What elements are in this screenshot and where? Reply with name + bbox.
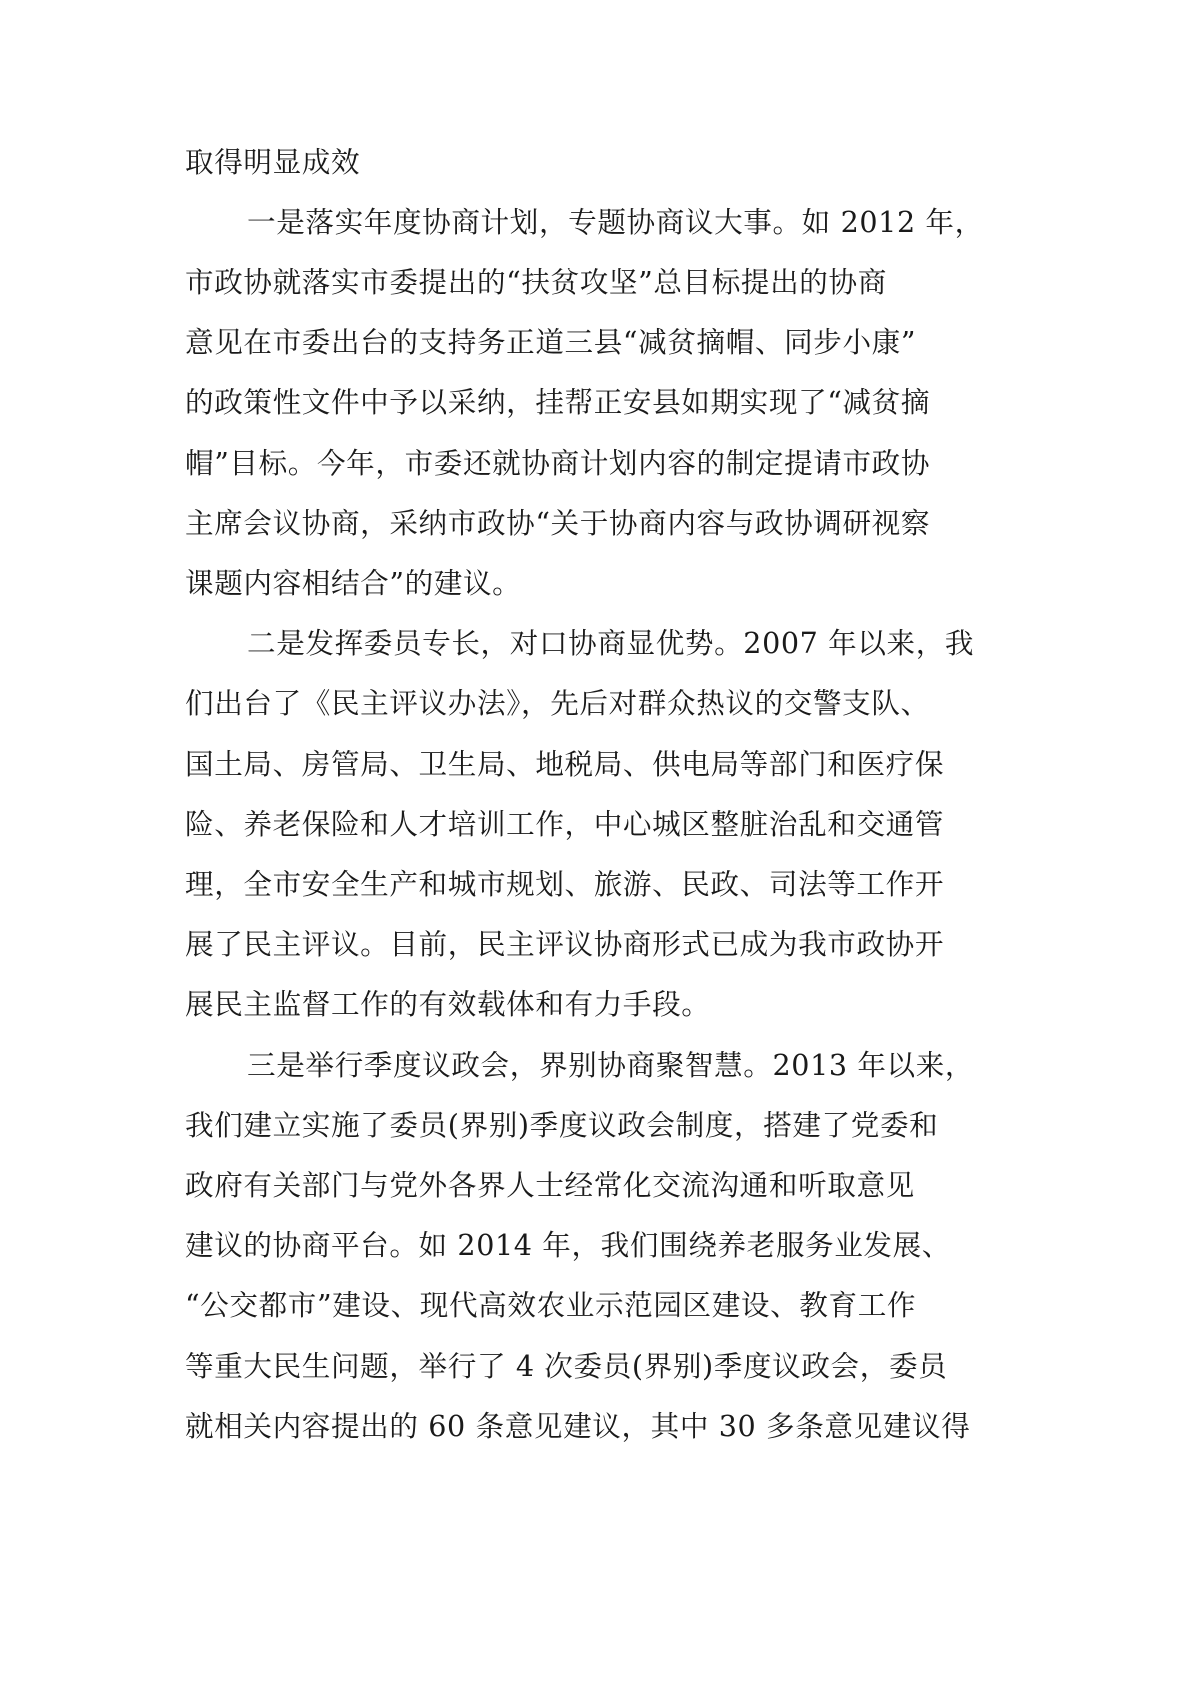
- text-line: 市政协就落实市委提出的“扶贫攻坚”总目标提出的协商: [185, 265, 887, 299]
- text-line: 国土局、房管局、卫生局、地税局、供电局等部门和医疗保: [185, 747, 945, 781]
- text-line: 帽”目标。今年，市委还就协商计划内容的制定提请市政协: [185, 446, 931, 480]
- text-line: 意见在市委出台的支持务正道三县“减贫摘帽、同步小康”: [185, 325, 917, 359]
- text-line: “公交都市”建设、现代高效农业示范园区建设、教育工作: [185, 1288, 917, 1322]
- paragraph-1-line-1: 一是落实年度协商计划，专题协商议大事。如 2012 年，: [247, 205, 984, 239]
- text-line: 险、养老保险和人才培训工作，中心城区整脏治乱和交通管: [185, 807, 945, 841]
- text-line: 取得明显成效: [185, 145, 361, 179]
- text-line: 展了民主评议。目前，民主评议协商形式已成为我市政协开: [185, 927, 945, 961]
- text-line: 们出台了《民主评议办法》，先后对群众热议的交警支队、: [185, 686, 930, 720]
- text-line: 建议的协商平台。如 2014 年，我们围绕养老服务业发展、: [185, 1228, 952, 1262]
- text-line: 展民主监督工作的有效载体和有力手段。: [185, 987, 711, 1021]
- text-line: 等重大民生问题，举行了 4 次委员(界别)季度议政会，委员: [185, 1349, 948, 1383]
- text-line: 就相关内容提出的 60 条意见建议，其中 30 多条意见建议得: [185, 1409, 971, 1443]
- text-line: 课题内容相结合”的建议。: [185, 566, 522, 600]
- text-line: 的政策性文件中予以采纳，挂帮正安县如期实现了“减贫摘: [185, 385, 931, 419]
- text-line: 理，全市安全生产和城市规划、旅游、民政、司法等工作开: [185, 867, 945, 901]
- text-line: 主席会议协商，采纳市政协“关于协商内容与政协调研视察: [185, 506, 931, 540]
- paragraph-2-line-1: 二是发挥委员专长，对口协商显优势。2007 年以来，我: [247, 626, 975, 660]
- paragraph-3-line-1: 三是举行季度议政会，界别协商聚智慧。2013 年以来，: [247, 1048, 975, 1082]
- text-line: 我们建立实施了委员(界别)季度议政会制度，搭建了党委和: [185, 1108, 939, 1142]
- text-line: 政府有关部门与党外各界人士经常化交流沟通和听取意见: [185, 1168, 915, 1202]
